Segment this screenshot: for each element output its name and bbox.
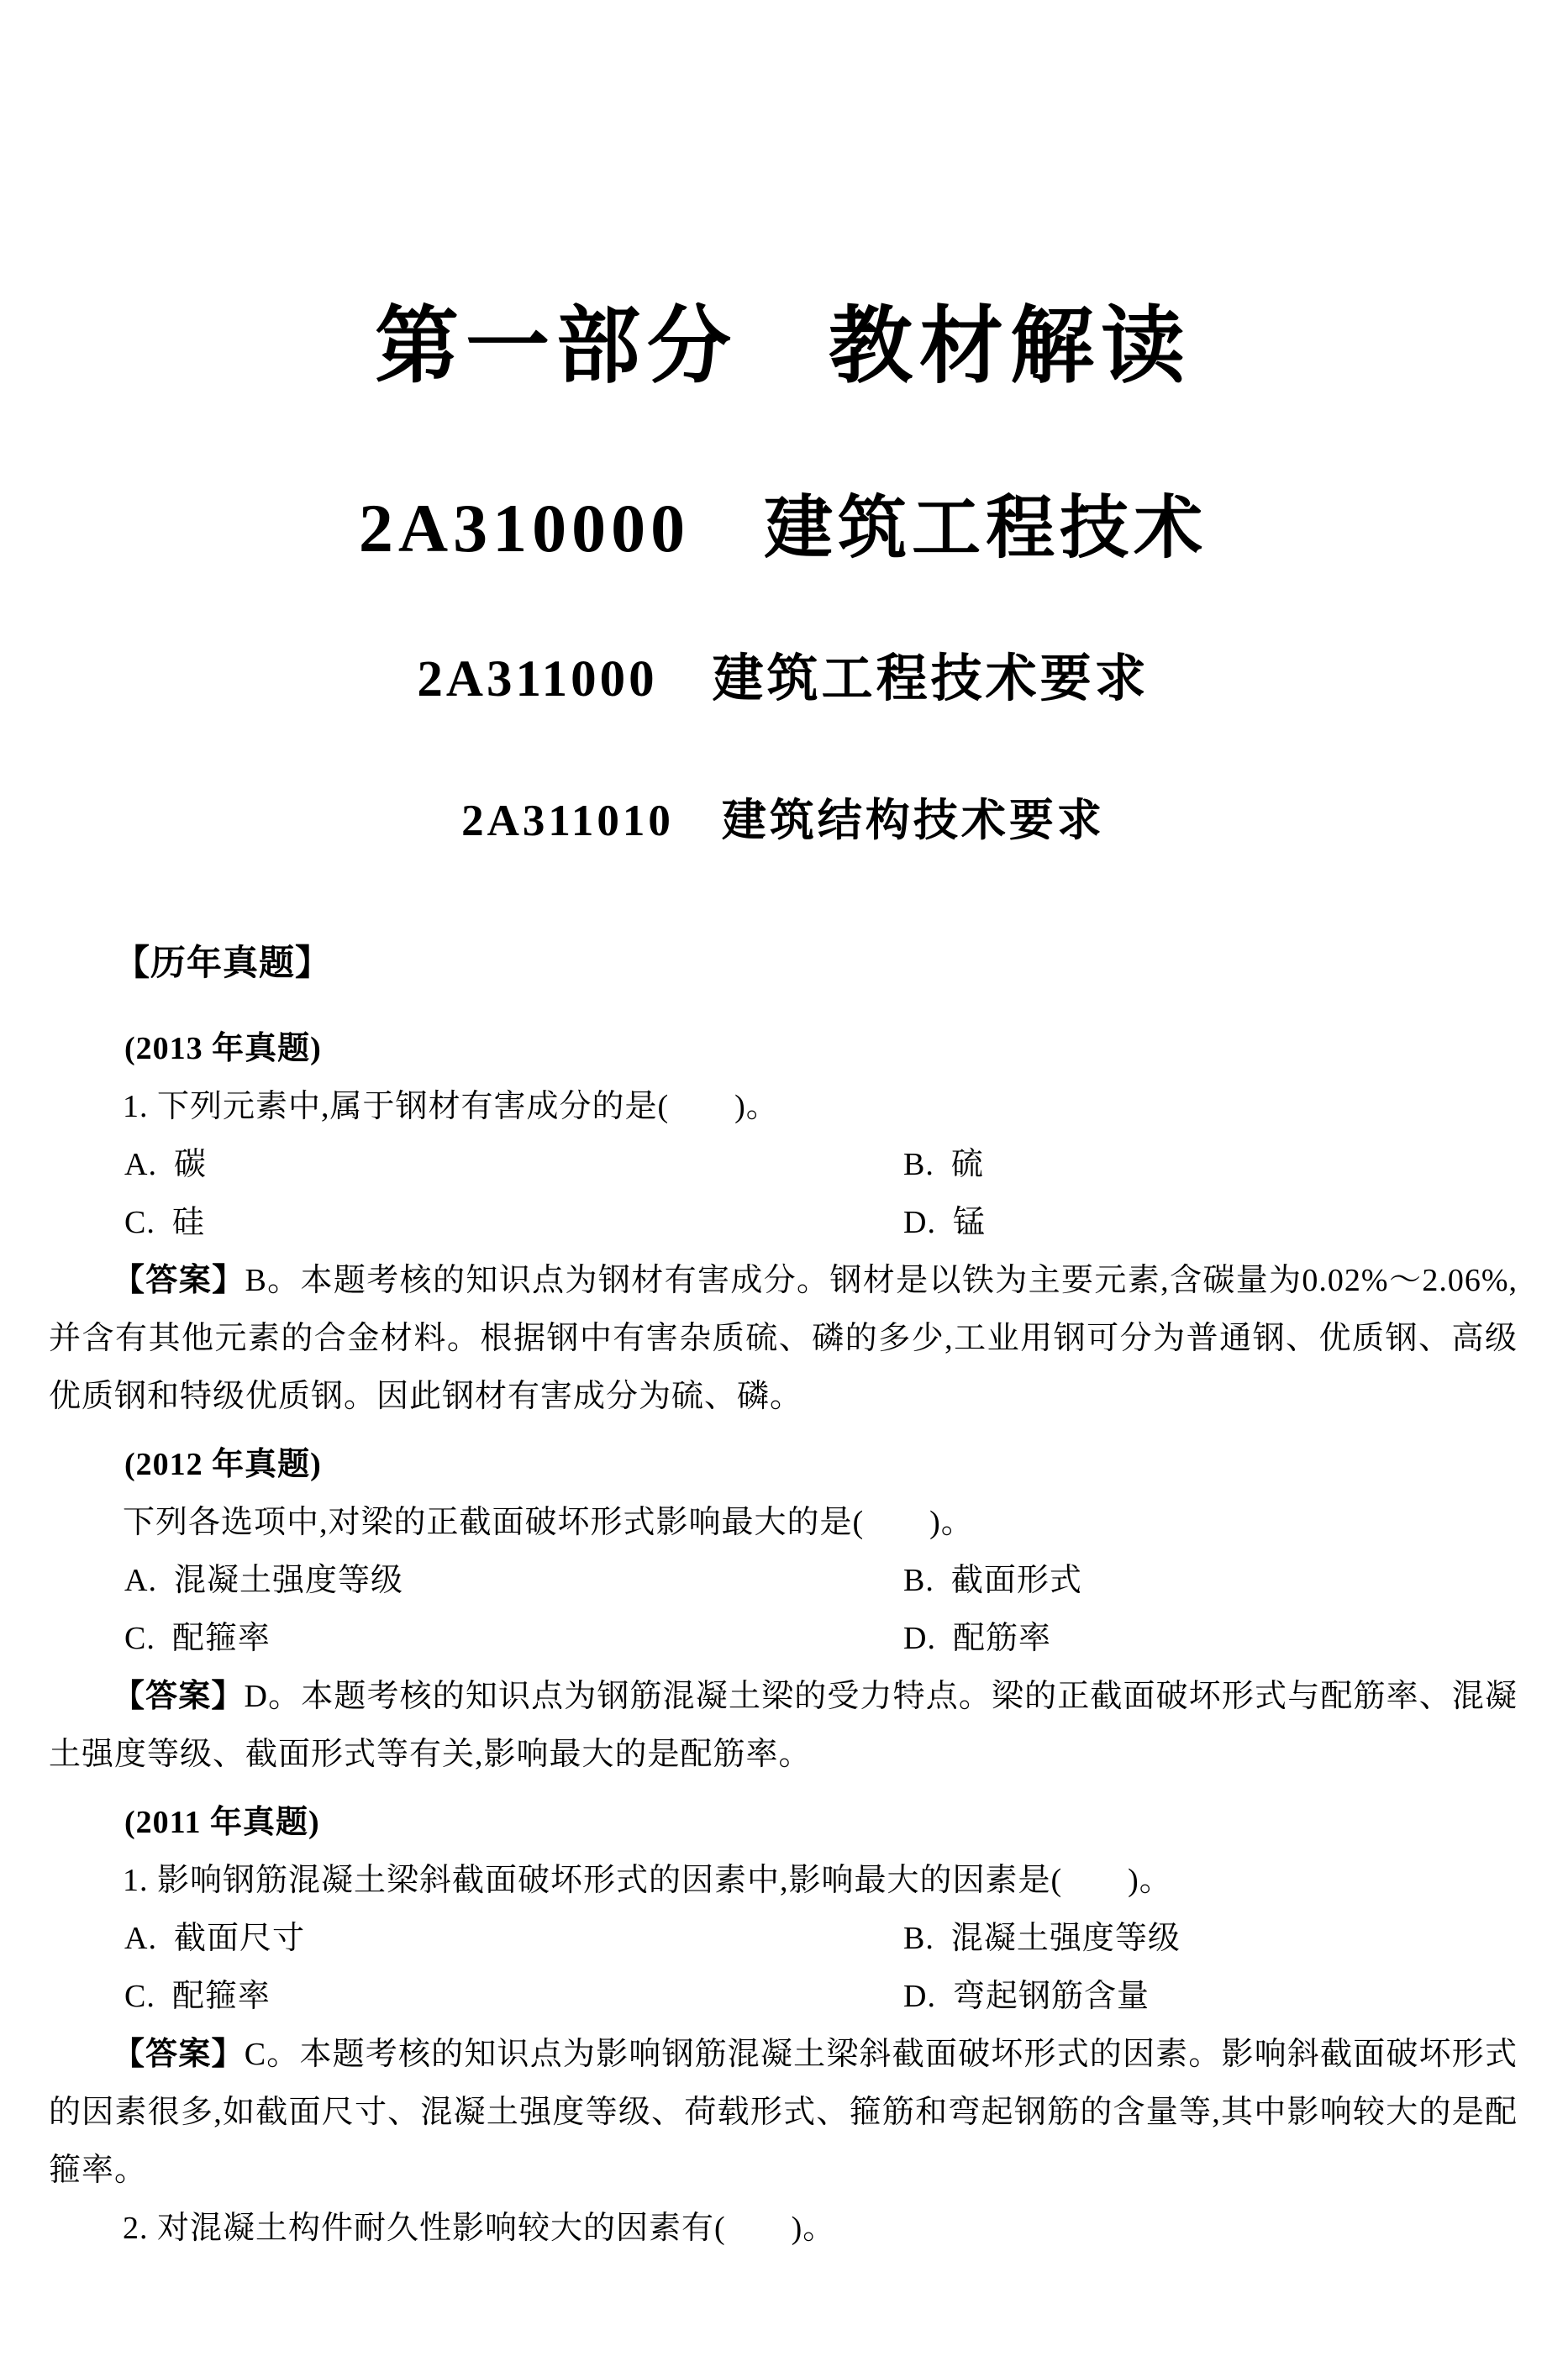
answer-text: B。本题考核的知识点为钢材有害成分。钢材是以铁为主要元素,含碳量为0.02%～2.06%,并含有其他元素的合金材料。根据钢中有害杂质硫、磷的多少,工业用钢可分为普通钢、优质钢、高级优质钢和特级优质钢。因此钢材有害成分为硫、磷。 — [49, 1263, 1518, 1415]
option-a — [124, 1910, 903, 1968]
part-title: 第一部分 教材解读 — [375, 300, 1192, 393]
option-a-text: 碳 — [173, 1147, 207, 1183]
question-stem-2013-1: 1. 下列元素中,属于钢材有害成分的是( )。 — [123, 1089, 779, 1125]
option-a-text: 截面尺寸 — [173, 1921, 305, 1957]
option-a-label: A. — [124, 1147, 157, 1183]
option-b — [903, 1910, 1518, 1968]
answer-label: 【答案】 — [113, 2037, 245, 2073]
option-c-text: 硅 — [171, 1205, 205, 1241]
option-d — [903, 1610, 1518, 1668]
option-d-label: D. — [903, 1621, 936, 1657]
answer-label: 【答案】 — [113, 1679, 245, 1715]
option-c-label: C. — [124, 1205, 155, 1241]
option-a — [124, 1136, 903, 1194]
option-c — [124, 1968, 903, 2026]
option-b — [903, 1552, 1518, 1610]
answer-text: C。本题考核的知识点为影响钢筋混凝土梁斜截面破坏形式的因素。影响斜截面破坏形式的因素很多,如截面尺寸、混凝土强度等级、荷载形式、箍筋和弯起钢筋的含量等,其中影响较大的是配箍率。 — [49, 2037, 1518, 2189]
option-d — [903, 1194, 1518, 1252]
option-d-text: 配筋率 — [952, 1621, 1051, 1657]
question-stem-2011-1: 1. 影响钢筋混凝土梁斜截面破坏形式的因素中,影响最大的因素是( )。 — [123, 1863, 1172, 1899]
past-exam-label: 【历年真题】 — [114, 943, 332, 983]
year-heading-2012: (2012 年真题) — [124, 1447, 322, 1483]
option-a-text: 混凝土强度等级 — [173, 1563, 403, 1599]
option-a — [124, 1552, 903, 1610]
answer-label: 【答案】 — [113, 1263, 245, 1299]
year-heading-2013: (2013 年真题) — [124, 1031, 322, 1067]
option-c-label: C. — [124, 1621, 155, 1657]
option-b-label: B. — [903, 1563, 934, 1599]
answer-2011-1 — [49, 2026, 1518, 2200]
options-grid-2013-1 — [49, 1136, 1518, 1252]
answer-2012-1 — [49, 1668, 1518, 1784]
subsection-title: 2A311010 建筑结构技术要求 — [461, 796, 1105, 845]
option-c-text: 配箍率 — [171, 1979, 271, 2015]
option-c-label: C. — [124, 1979, 155, 2015]
option-d-label: D. — [903, 1205, 936, 1241]
section-title: 2A311000 建筑工程技术要求 — [417, 651, 1150, 708]
chapter-title: 2A310000 建筑工程技术 — [358, 490, 1208, 566]
answer-2013-1 — [49, 1252, 1518, 1426]
question-stem-2011-2: 2. 对混凝土构件耐久性影响较大的因素有( )。 — [123, 2211, 836, 2247]
option-d-text: 弯起钢筋含量 — [952, 1979, 1150, 2015]
option-b-label: B. — [903, 1147, 934, 1183]
option-b-text: 混凝土强度等级 — [950, 1921, 1181, 1957]
answer-text: D。本题考核的知识点为钢筋混凝土梁的受力特点。梁的正截面破坏形式与配筋率、混凝土强度等级、截面形式等有关,影响最大的是配筋率。 — [49, 1679, 1518, 1773]
option-a-label: A. — [124, 1563, 157, 1599]
option-c — [124, 1194, 903, 1252]
option-b-text: 截面形式 — [950, 1563, 1082, 1599]
option-d-label: D. — [903, 1979, 936, 2015]
options-grid-2012-1 — [49, 1552, 1518, 1668]
option-a-label: A. — [124, 1921, 157, 1957]
option-d — [903, 1968, 1518, 2026]
exam-questions-block — [49, 934, 1518, 2258]
year-heading-2011: (2011 年真题) — [124, 1805, 320, 1841]
option-c-text: 配箍率 — [171, 1621, 271, 1657]
option-d-text: 锰 — [952, 1205, 986, 1241]
question-stem-2012-1: 下列各选项中,对梁的正截面破坏形式影响最大的是( )。 — [123, 1505, 974, 1541]
option-b-label: B. — [903, 1921, 934, 1957]
option-c — [124, 1610, 903, 1668]
options-grid-2011-1 — [49, 1910, 1518, 2026]
option-b-text: 硫 — [950, 1147, 984, 1183]
option-b — [903, 1136, 1518, 1194]
